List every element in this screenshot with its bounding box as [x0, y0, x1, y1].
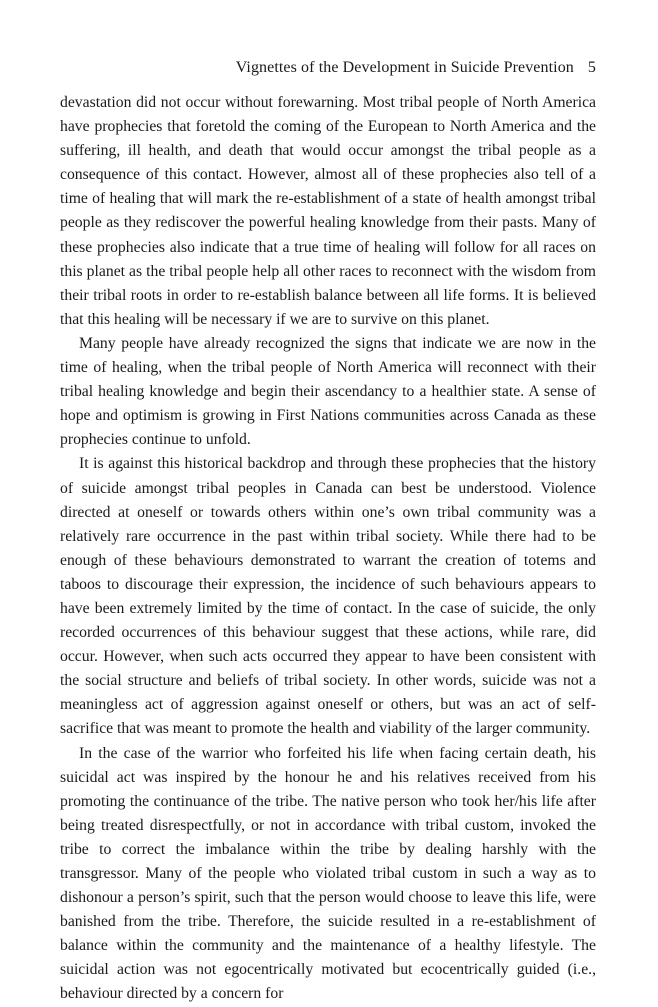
running-head: [0, 58, 596, 78]
running-head-title: Vignettes of the Development in Suicide Prevention: [235, 59, 574, 76]
page-number: 5: [587, 59, 596, 76]
paragraph: Many people have already recognized the signs that indicate we are now in the time of healing, when the tribal people of North America will reconnect with their tribal healing knowledge and begin their ascendancy to a healthier state. A sense of hope and optimism is growing in First Nations communities across Canada as these prophecies continue to unfold.: [60, 334, 596, 449]
body-text: [60, 91, 596, 1007]
paragraph: It is against this historical backdrop and through these prophecies that the history of suicide amongst tribal peoples in Canada can best be understood. Violence directed at oneself or towards others within one’s own tribal community was a relatively rare occurrence in the past within tribal society. While there had to be enough of these behaviours demonstrated to warrant the creation of totems and taboos to discourage their expression, the incidence of such behaviours appears to have been extremely limited by the time of contact. In the case of suicide, the only recorded occurrences of this behaviour suggest that these actions, while rare, did occur. However, when such acts occurred they appear to have been consistent with the social structure and beliefs of tribal society. In other words, suicide was not a meaningless act of aggression against oneself or others, but was an act of self-sacrifice that was meant to promote the health and viability of the larger community.: [60, 455, 596, 738]
paragraph-continued: devastation did not occur without forewarning. Most tribal people of North America have prophecies that foretold the coming of the European to North America and the suffering, ill health, and death that would occur amongst the tribal people as a consequence of this contact. However, almost all of these prophecies also tell of a time of healing that will mark the re-establishment of a state of health amongst tribal people as they rediscover the powerful healing knowledge from their pasts. Many of these prophecies also indicate that a true time of healing will follow for all races on this planet as the tribal people help all other races to reconnect with the wisdom from their tribal roots in order to re-establish balance between all life forms. It is believed that this healing will be necessary if we are to survive on this planet.: [60, 94, 596, 328]
paragraph: In the case of the warrior who forfeited his life when facing certain death, his suicidal act was inspired by the honour he and his relatives received from his promoting the continuance of the tribe. The native person who took her/​his life after being treated disrespectfully, or not in accordance with tribal custom, invoked the tribe to correct the imbalance within the tribe by dealing harshly with the transgressor. Many of the people who violated tribal custom in such a way as to dishonour a person’s spirit, such that the person would choose to leave this life, were banished from the tribe. Therefore, the suicide resulted in a re-establishment of balance within the community and the maintenance of a healthy lifestyle. The suicidal action was not egocentrically motivated but ecocentrically guided (i.e., behaviour directed by a concern for: [60, 744, 596, 1003]
